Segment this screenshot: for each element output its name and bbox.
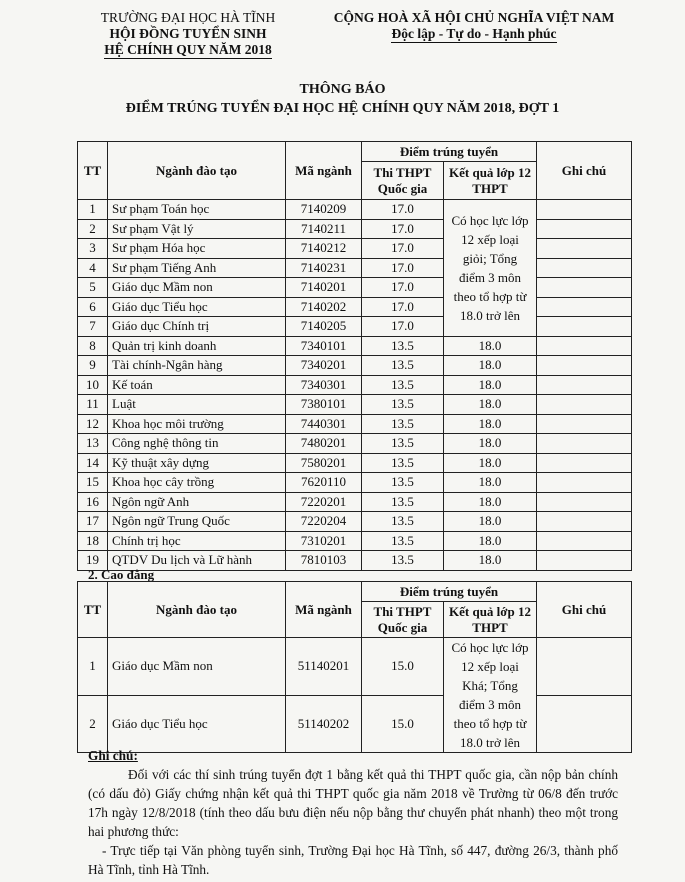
cell-ghichu [537, 336, 632, 356]
notes-section [88, 746, 618, 879]
cell-tt: 15 [78, 473, 108, 493]
cell-ma: 7310201 [286, 531, 362, 551]
cell-nganh: Kế toán [108, 375, 286, 395]
cell-thpt: 17.0 [362, 258, 444, 278]
table-row [78, 239, 632, 259]
cell-ghichu [537, 356, 632, 376]
table-row [78, 695, 632, 753]
cell-ghichu [537, 219, 632, 239]
doc-subtitle: ĐIỂM TRÚNG TUYỂN ĐẠI HỌC HỆ CHÍNH QUY NĂM 2018, ĐỢT 1 [125, 101, 560, 116]
cell-thpt: 17.0 [362, 278, 444, 298]
table-row [78, 473, 632, 493]
cell-ma: 7140231 [286, 258, 362, 278]
cell-ghichu [537, 278, 632, 298]
cell-tt: 11 [78, 395, 108, 415]
cell-ghichu [537, 414, 632, 434]
cell-ma: 7440301 [286, 414, 362, 434]
cell-nganh: Tài chính-Ngân hàng [108, 356, 286, 376]
cell-ma: 51140202 [286, 695, 362, 753]
cell-thpt: 13.5 [362, 375, 444, 395]
cell-thpt: 17.0 [362, 297, 444, 317]
cell-tt: 4 [78, 258, 108, 278]
table-row [78, 551, 632, 571]
table-row [78, 336, 632, 356]
cell-nganh: Giáo dục Tiểu học [108, 695, 286, 753]
cell-thpt: 15.0 [362, 638, 444, 696]
table-row [78, 395, 632, 415]
university-name: TRƯỜNG ĐẠI HỌC HÀ TĨNH [100, 10, 276, 25]
cell-nganh: Quản trị kinh doanh [108, 336, 286, 356]
cell-kq: 18.0 [444, 492, 537, 512]
col-header-thpt: Thi THPT Quốc gia [362, 162, 444, 200]
table-row [78, 375, 632, 395]
cell-ghichu [537, 492, 632, 512]
cell-ma: 7340301 [286, 375, 362, 395]
col-header-diem: Điểm trúng tuyển [362, 582, 537, 602]
table-row [78, 258, 632, 278]
table-row [78, 414, 632, 434]
cell-ma: 7220201 [286, 492, 362, 512]
col-header-kq: Kết quả lớp 12 THPT [444, 602, 537, 638]
cell-kq: 18.0 [444, 356, 537, 376]
cell-ghichu [537, 512, 632, 532]
cell-kq-merged: Có học lực lớp 12 xếp loại Khá; Tổng điểm 3 môn theo tổ hợp từ 18.0 trở lên [444, 638, 537, 753]
cell-tt: 19 [78, 551, 108, 571]
col-header-thpt: Thi THPT Quốc gia [362, 602, 444, 638]
cell-ma: 7140201 [286, 278, 362, 298]
col-header-ghichu: Ghi chú [537, 582, 632, 638]
cell-kq: 18.0 [444, 434, 537, 454]
cell-nganh: Công nghệ thông tin [108, 434, 286, 454]
cell-tt: 2 [78, 695, 108, 753]
cell-kq: 18.0 [444, 375, 537, 395]
cell-ma: 7340201 [286, 356, 362, 376]
cell-nganh: Giáo dục Chính trị [108, 317, 286, 337]
cell-thpt: 15.0 [362, 695, 444, 753]
cell-thpt: 13.5 [362, 492, 444, 512]
table-row [78, 297, 632, 317]
col-header-tt: TT [78, 582, 108, 638]
col-header-ghichu: Ghi chú [537, 142, 632, 200]
cell-ma: 7140209 [286, 200, 362, 220]
cell-nganh: Giáo dục Mầm non [108, 278, 286, 298]
cell-kq: 18.0 [444, 336, 537, 356]
cell-tt: 7 [78, 317, 108, 337]
country-name: CỘNG HOÀ XÃ HỘI CHỦ NGHĨA VIỆT NAM [333, 10, 615, 25]
cell-nganh: Sư phạm Vật lý [108, 219, 286, 239]
cell-tt: 3 [78, 239, 108, 259]
cell-ghichu [537, 453, 632, 473]
table-row [78, 317, 632, 337]
cell-nganh: Ngôn ngữ Trung Quốc [108, 512, 286, 532]
notes-paragraph-1: Đối với các thí sinh trúng tuyển đợt 1 bằng kết quả thi THPT quốc gia, cần nộp bản chính (có dấu đỏ) Giấy chứng nhận kết quả thi THPT quốc gia năm 2018 về Trường từ 06/8 đến trước 17h ngày 12/8/2018 (tính theo dấu bưu điện nếu nộp bằng thư chuyển phát nhanh) theo một trong hai phương thức: [88, 767, 618, 839]
cell-ghichu [537, 695, 632, 753]
cell-thpt: 13.5 [362, 395, 444, 415]
college-table [77, 581, 632, 753]
cell-ghichu [537, 434, 632, 454]
cell-ghichu [537, 200, 632, 220]
section-heading-caodang: 2. Cao đẳng [88, 567, 155, 582]
cell-ghichu [537, 395, 632, 415]
cell-ghichu [537, 473, 632, 493]
cell-nganh: QTDV Du lịch và Lữ hành [108, 551, 286, 571]
cell-tt: 18 [78, 531, 108, 551]
table-row [78, 356, 632, 376]
cell-kq: 18.0 [444, 414, 537, 434]
cell-tt: 16 [78, 492, 108, 512]
cell-thpt: 13.5 [362, 551, 444, 571]
cell-thpt: 13.5 [362, 512, 444, 532]
col-header-kq: Kết quả lớp 12 THPT [444, 162, 537, 200]
cell-tt: 12 [78, 414, 108, 434]
cell-ma: 7620110 [286, 473, 362, 493]
program-name: HỆ CHÍNH QUY NĂM 2018 [104, 42, 272, 57]
cell-tt: 1 [78, 638, 108, 696]
table-row [78, 638, 632, 696]
cell-nganh: Khoa học cây trồng [108, 473, 286, 493]
notes-heading: Ghi chú: [88, 748, 138, 763]
col-header-ma: Mã ngành [286, 582, 362, 638]
cell-thpt: 13.5 [362, 531, 444, 551]
cell-ma: 7140205 [286, 317, 362, 337]
cell-kq: 18.0 [444, 395, 537, 415]
cell-tt: 5 [78, 278, 108, 298]
cell-ma: 7810103 [286, 551, 362, 571]
cell-nganh: Giáo dục Mầm non [108, 638, 286, 696]
table-row [78, 512, 632, 532]
cell-thpt: 13.5 [362, 414, 444, 434]
cell-nganh: Kỹ thuật xây dựng [108, 453, 286, 473]
cell-kq-merged: Có học lực lớp 12 xếp loại giỏi; Tổng điểm 3 môn theo tổ hợp từ 18.0 trở lên [444, 200, 537, 337]
cell-nganh: Giáo dục Tiểu học [108, 297, 286, 317]
motto: Độc lập - Tự do - Hạnh phúc [391, 26, 557, 41]
cell-tt: 17 [78, 512, 108, 532]
notes-paragraph-2: - Trực tiếp tại Văn phòng tuyển sinh, Trường Đại học Hà Tĩnh, số 447, đường 26/3, thành phố Hà Tĩnh, tỉnh Hà Tĩnh. [88, 843, 618, 877]
cell-tt: 1 [78, 200, 108, 220]
doc-title: THÔNG BÁO [299, 82, 386, 97]
table-row [78, 531, 632, 551]
cell-thpt: 13.5 [362, 453, 444, 473]
cell-kq: 18.0 [444, 512, 537, 532]
cell-kq: 18.0 [444, 473, 537, 493]
cell-nganh: Khoa học môi trường [108, 414, 286, 434]
cell-thpt: 17.0 [362, 317, 444, 337]
cell-ma: 7340101 [286, 336, 362, 356]
table-row [78, 492, 632, 512]
col-header-diem: Điểm trúng tuyển [362, 142, 537, 162]
table-row [78, 219, 632, 239]
cell-ma: 7380101 [286, 395, 362, 415]
cell-nganh: Sư phạm Hóa học [108, 239, 286, 259]
cell-ma: 7480201 [286, 434, 362, 454]
cell-thpt: 13.5 [362, 336, 444, 356]
cell-nganh: Sư phạm Toán học [108, 200, 286, 220]
col-header-ma: Mã ngành [286, 142, 362, 200]
cell-thpt: 13.5 [362, 356, 444, 376]
cell-ghichu [537, 375, 632, 395]
cell-ma: 51140201 [286, 638, 362, 696]
cell-ghichu [537, 531, 632, 551]
cell-tt: 13 [78, 434, 108, 454]
cell-thpt: 17.0 [362, 200, 444, 220]
cell-kq: 18.0 [444, 453, 537, 473]
cell-thpt: 13.5 [362, 434, 444, 454]
cell-tt: 8 [78, 336, 108, 356]
cell-tt: 14 [78, 453, 108, 473]
cell-ghichu [537, 638, 632, 696]
header-left [72, 10, 304, 59]
cell-tt: 10 [78, 375, 108, 395]
cell-thpt: 13.5 [362, 473, 444, 493]
header-right [304, 10, 644, 43]
cell-ghichu [537, 317, 632, 337]
cell-ghichu [537, 297, 632, 317]
col-header-nganh: Ngành đào tạo [108, 582, 286, 638]
cell-ma: 7140211 [286, 219, 362, 239]
council-name: HỘI ĐỒNG TUYỂN SINH [109, 26, 267, 41]
col-header-nganh: Ngành đào tạo [108, 142, 286, 200]
col-header-tt: TT [78, 142, 108, 200]
table-row [78, 200, 632, 220]
cell-ma: 7140212 [286, 239, 362, 259]
cell-nganh: Chính trị học [108, 531, 286, 551]
table-row [78, 278, 632, 298]
cell-thpt: 17.0 [362, 219, 444, 239]
cell-tt: 2 [78, 219, 108, 239]
cell-tt: 6 [78, 297, 108, 317]
cell-nganh: Luật [108, 395, 286, 415]
cell-tt: 9 [78, 356, 108, 376]
cell-ghichu [537, 239, 632, 259]
table-row [78, 434, 632, 454]
university-table [77, 141, 632, 571]
cell-ghichu [537, 258, 632, 278]
table-row [78, 453, 632, 473]
cell-ma: 7140202 [286, 297, 362, 317]
cell-nganh: Ngôn ngữ Anh [108, 492, 286, 512]
cell-ma: 7220204 [286, 512, 362, 532]
cell-nganh: Sư phạm Tiếng Anh [108, 258, 286, 278]
cell-thpt: 17.0 [362, 239, 444, 259]
cell-ma: 7580201 [286, 453, 362, 473]
cell-kq: 18.0 [444, 551, 537, 571]
cell-ghichu [537, 551, 632, 571]
cell-kq: 18.0 [444, 531, 537, 551]
